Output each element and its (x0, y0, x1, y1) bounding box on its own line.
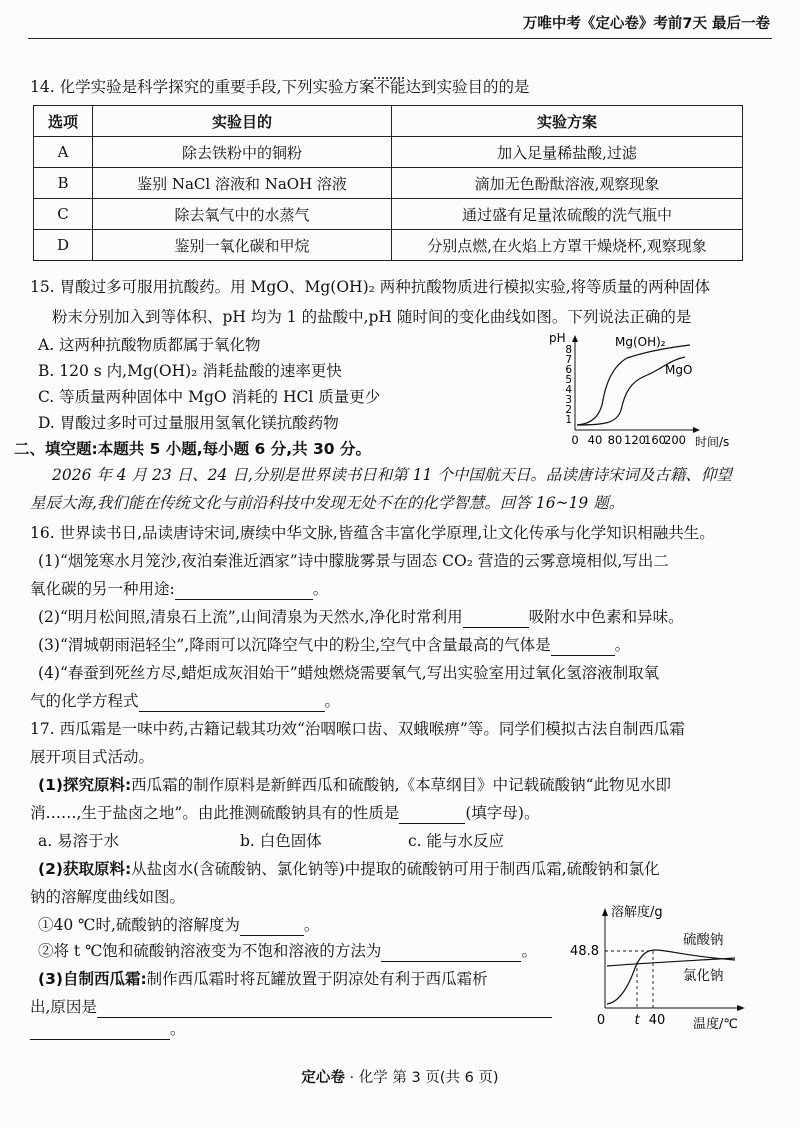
sol-series-label-nacl: 氯化钠 (683, 968, 724, 984)
table-cell: D (34, 230, 93, 261)
ph-series-label-mgoh2: Mg(OH)₂ (615, 335, 666, 349)
q17-p3 (38, 968, 488, 990)
table-cell: A (34, 137, 93, 168)
q15-option-b: B. 120 s 内,Mg(OH)₂ 消耗盐酸的速率更快 (38, 362, 342, 380)
sol-x-40: 40 (648, 1013, 666, 1028)
q15-line2: 粉末分别加入到等体积、pH 均为 1 的盐酸中,pH 随时间的变化曲线如图。下列说法正确的是 (52, 308, 692, 326)
q16-p3: (3)“渭城朝雨浥轻尘”,降雨可以沉降空气中的粉尘,空气中含量最高的气体是 。 (38, 636, 631, 654)
q17-p2-label: (2)获取原料: (38, 860, 132, 878)
q17-p1a: 西瓜霜的制作原料是新鲜西瓜和硫酸钠,《本草纲目》中记载硫酸钠“此物见水即 (131, 776, 672, 794)
q17-choice-b: b. 白色固体 (240, 832, 322, 850)
answer-blank[interactable] (97, 1001, 552, 1018)
answer-blank[interactable] (139, 695, 325, 712)
page-header: 万唯中考《定心卷》考前7天 最后一卷 (522, 16, 770, 32)
table-cell: 鉴别一氧化碳和甲烷 (93, 230, 392, 261)
intro-line2: 星辰大海,我们能在传统文化与前沿科技中发现无处不在的化学智慧。回答 16~19 题。 (30, 494, 625, 512)
ph-x-tick: 0 (571, 433, 579, 447)
q14-stem-emph: 不能 (374, 78, 406, 96)
ph-y-tick: 7 (565, 354, 572, 366)
sol-y-arrow (602, 908, 608, 916)
ph-x-tick: 40 (587, 433, 603, 447)
ph-y-tick: 2 (565, 404, 572, 416)
q17-s2-text: ②将 t ℃饱和硫酸钠溶液变为不饱和溶液的方法为 (38, 942, 382, 960)
q16-p3a: (3)“渭城朝雨浥轻尘”,降雨可以沉降空气中的粉尘,空气中含量最高的气体是 (38, 636, 551, 654)
q17-choice-c: c. 能与水反应 (408, 832, 505, 850)
table-row (34, 137, 743, 168)
q16-p4b: 气的化学方程式 (30, 692, 139, 710)
q17-p3-label: (3)自制西瓜霜: (38, 970, 147, 988)
footer-page: · 化学 第 3 页(共 6 页) (344, 1070, 499, 1086)
table-row (34, 230, 743, 261)
q17-p3a: 制作西瓜霜时将瓦罐放置于阴凉处有利于西瓜霜析 (146, 970, 488, 988)
q17-s1: ①40 ℃时,硫酸钠的溶解度为 。 (38, 916, 320, 934)
ph-y-label: pH (549, 331, 566, 345)
footer-brand: 定心卷 (301, 1070, 345, 1086)
q17-p2b: 钠的溶解度曲线如图。 (30, 888, 186, 906)
ph-y-tick: 3 (565, 394, 572, 406)
ph-y-tick: 1 (565, 414, 572, 426)
q14-stem-post: 达到实验目的的是 (405, 78, 530, 96)
col-header-option: 选项 (34, 106, 93, 137)
table-cell: B (34, 168, 93, 199)
table-cell: 除去铁粉中的铜粉 (93, 137, 392, 168)
table-row (34, 199, 743, 230)
q17-p2a: 从盐卤水(含硫酸钠、氯化钠等)中提取的硫酸钠可用于制西瓜霜,硫酸钠和氯化 (131, 860, 660, 878)
q16-p4a: (4)“春蚕到死丝方尽,蜡炬成灰泪始干”蜡烛燃烧需要氧气,写出实验室用过氧化氢溶液制取氧 (38, 664, 660, 682)
ph-y-tick: 6 (565, 364, 572, 376)
q17-p2 (38, 858, 660, 880)
answer-blank[interactable] (175, 583, 313, 600)
q16-p4: 气的化学方程式 。 (30, 692, 341, 710)
ph-y-tick: 8 (565, 344, 572, 356)
ph-x-arrow (693, 427, 700, 433)
q16-p1: 氧化碳的另一种用途: 。 (30, 580, 329, 598)
q16-p1b: 氧化碳的另一种用途: (30, 580, 175, 598)
table-cell: 加入足量稀盐酸,过滤 (392, 137, 743, 168)
ph-x-label: 时间/s (695, 435, 730, 449)
answer-blank[interactable] (399, 807, 465, 824)
ph-x-tick: 160 (644, 433, 666, 447)
section-title: 二、填空题:本题共 5 小题,每小题 6 分,共 30 分。 (14, 440, 371, 458)
table-cell: 通过盛有足量浓硫酸的洗气瓶中 (392, 199, 743, 230)
sol-series-label-na2so4: 硫酸钠 (683, 932, 724, 948)
sol-x-arrow (737, 1005, 745, 1011)
solubility-chart (565, 900, 775, 1035)
q15-option-c: C. 等质量两种固体中 MgO 消耗的 HCl 质量更少 (38, 388, 381, 406)
q17-s1-text: ①40 ℃时,硫酸钠的溶解度为 (38, 916, 240, 934)
answer-blank[interactable] (30, 1023, 170, 1040)
ph-series-label-mgo: MgO (665, 363, 693, 377)
header-rule (28, 38, 772, 39)
ph-x-tick: 120 (624, 433, 646, 447)
ph-y-tick: 4 (565, 384, 572, 396)
q17-p1b: 消……,生于盐卤之地”。由此推测硫酸钠具有的性质是 (30, 804, 400, 822)
q17-p3-cont (30, 996, 552, 1018)
sol-x-origin: 0 (596, 1013, 606, 1028)
ph-curve-mgoh2 (577, 345, 693, 425)
q14-table (33, 105, 743, 261)
page-footer (0, 1066, 800, 1087)
q17-stem2: 展开项目式活动。 (30, 748, 155, 766)
intro-line1: 2026 年 4 月 23 日、24 日,分别是世界读书日和第 11 个中国航天日。品读唐诗宋词及古籍、仰望 (52, 466, 732, 484)
sol-y-label: 溶解度/g (611, 905, 663, 920)
q15-option-d: D. 胃酸过多时可过量服用氢氧化镁抗酸药物 (38, 414, 339, 432)
q16-p2 (38, 606, 684, 628)
q16-p2b: 吸附水中色素和异味。 (528, 608, 684, 626)
q17-p3-cont2: 。 (30, 1018, 186, 1040)
sol-curve-nacl (607, 958, 735, 966)
col-header-plan: 实验方案 (392, 106, 743, 137)
table-cell: C (34, 199, 93, 230)
table-cell: 鉴别 NaCl 溶液和 NaOH 溶液 (93, 168, 392, 199)
q17-p1-label: (1)探究原料: (38, 776, 132, 794)
col-header-goal: 实验目的 (93, 106, 392, 137)
q17-p1 (38, 774, 671, 796)
answer-blank[interactable] (240, 919, 304, 936)
sol-y-mark: 48.8 (570, 944, 599, 959)
q17-p1-cont (30, 802, 539, 824)
q14-stem (30, 76, 530, 98)
q17-choice-a: a. 易溶于水 (38, 832, 120, 850)
q17-p3b: 出,原因是 (30, 998, 97, 1016)
q15-option-a: A. 这两种抗酸物质都属于氧化物 (38, 336, 261, 354)
ph-x-tick: 200 (664, 433, 686, 447)
table-header-row (34, 106, 743, 137)
q17-stem1: 17. 西瓜霜是一味中药,古籍记载其功效“治咽喉口齿、双蛾喉痹”等。同学们模拟古法自制西瓜霜 (30, 720, 685, 738)
ph-y-tick: 5 (565, 374, 572, 386)
table-row (34, 168, 743, 199)
answer-blank[interactable] (551, 639, 615, 656)
ph-x-tick: 80 (607, 433, 623, 447)
table-cell: 除去氧气中的水蒸气 (93, 199, 392, 230)
q15-line1: 15. 胃酸过多可服用抗酸药。用 MgO、Mg(OH)₂ 两种抗酸物质进行模拟实验,将等质量的两种固体 (30, 278, 711, 296)
ph-chart (545, 330, 775, 450)
q17-s2: ②将 t ℃饱和硫酸钠溶液变为不饱和溶液的方法为 。 (38, 942, 537, 960)
answer-blank[interactable] (463, 611, 529, 628)
q17-p1c: (填字母)。 (465, 804, 540, 822)
table-cell: 滴加无色酚酞溶液,观察现象 (392, 168, 743, 199)
ph-y-arrow (572, 335, 578, 342)
q16-p1a: (1)“烟笼寒水月笼沙,夜泊秦淮近酒家”诗中朦胧雾景与固态 CO₂ 营造的云雾意境相似,写出二 (38, 552, 669, 570)
q14-stem-pre: 14. 化学实验是科学探究的重要手段,下列实验方案 (30, 78, 375, 96)
answer-blank[interactable] (381, 945, 521, 962)
q16-p2a: (2)“明月松间照,清泉石上流”,山间清泉为天然水,净化时常利用 (38, 608, 463, 626)
sol-x-label: 温度/℃ (693, 1017, 738, 1032)
sol-x-t: t (634, 1013, 640, 1028)
q16-stem: 16. 世界读书日,品读唐诗宋词,赓续中华文脉,皆蕴含丰富化学原理,让文化传承与化学知识相融共生。 (30, 524, 715, 542)
table-cell: 分别点燃,在火焰上方罩干燥烧杯,观察现象 (392, 230, 743, 261)
